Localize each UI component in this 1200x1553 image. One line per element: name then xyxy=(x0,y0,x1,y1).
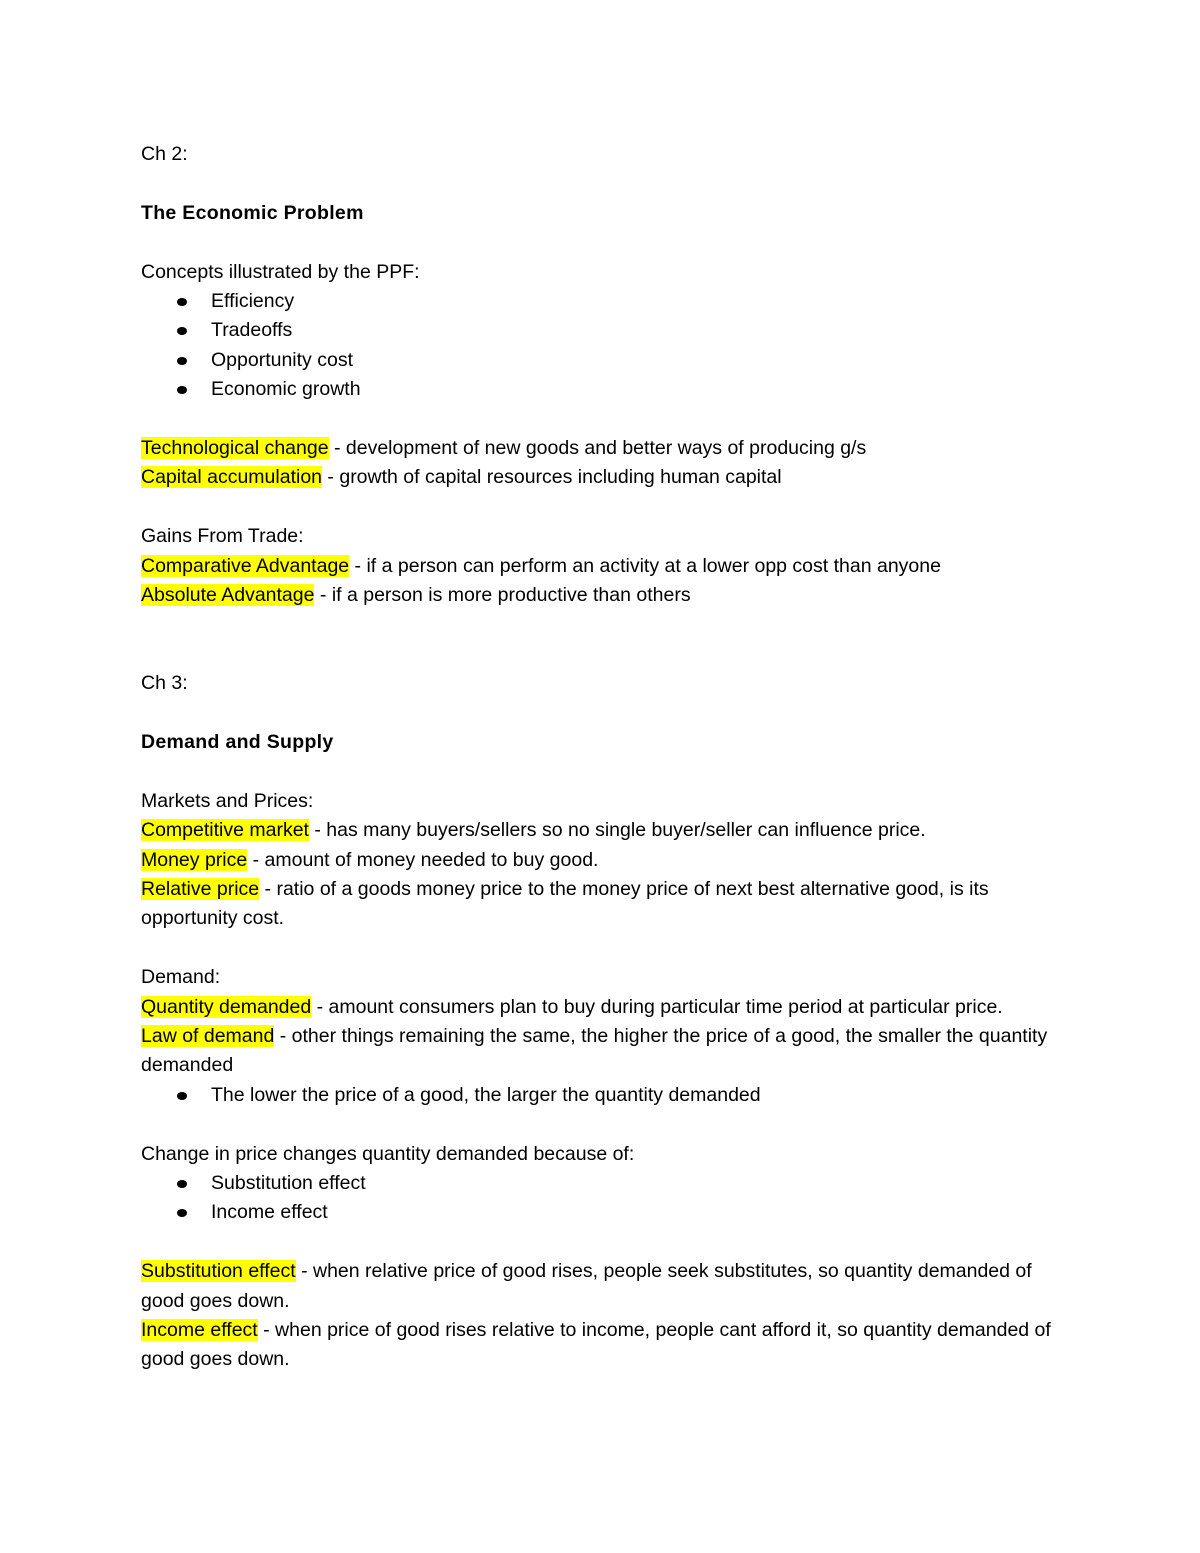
list-item: Opportunity cost xyxy=(141,346,1061,375)
highlighted-term: Technological change xyxy=(141,437,329,460)
chapter-label-ch3: Ch 3: xyxy=(141,672,188,695)
spacer xyxy=(141,699,1061,728)
spacer xyxy=(141,1228,1061,1257)
definition-text: - amount of money needed to buy good. xyxy=(247,848,599,871)
definition-absolute-advantage xyxy=(141,581,1061,610)
highlighted-term: Income effect xyxy=(141,1319,258,1342)
highlighted-term: Law of demand xyxy=(141,1025,275,1048)
definition-competitive-market xyxy=(141,816,1061,845)
highlighted-term: Money price xyxy=(141,848,248,871)
highlighted-term: Substitution effect xyxy=(141,1260,296,1283)
bullet-icon xyxy=(177,1092,187,1100)
definition-text: - when relative price of good rises, people seek substitutes, so quantity demanded of good goes down. xyxy=(141,1260,1032,1312)
demand-list xyxy=(141,1081,1061,1110)
definition-quantity-demanded xyxy=(141,993,1061,1022)
definition-text: - amount consumers plan to buy during particular time period at particular price. xyxy=(311,995,1003,1018)
change-list xyxy=(141,1169,1061,1228)
definition-text: - other things remaining the same, the higher the price of a good, the smaller the quantity demanded xyxy=(141,1025,1048,1077)
definition-income-effect xyxy=(141,1316,1061,1375)
change-heading: Change in price changes quantity demanded because of: xyxy=(141,1142,635,1165)
bullet-icon xyxy=(177,327,187,335)
definition-text: - has many buyers/sellers so no single buyer/seller can influence price. xyxy=(308,819,926,842)
chapter-label-ch2: Ch 2: xyxy=(141,143,188,165)
definition-text: - if a person is more productive than others xyxy=(314,584,691,607)
bullet-icon xyxy=(177,357,187,365)
list-item: Substitution effect xyxy=(141,1169,1061,1198)
list-item: Income effect xyxy=(141,1198,1061,1227)
definition-relative-price xyxy=(141,875,1061,934)
trade-heading: Gains From Trade: xyxy=(141,525,304,548)
document-page xyxy=(141,140,1061,1375)
spacer xyxy=(141,228,1061,257)
list-item: Tradeoffs xyxy=(141,316,1061,345)
section-title-economic-problem: The Economic Problem xyxy=(141,201,364,224)
spacer xyxy=(141,640,1061,669)
list-item: The lower the price of a good, the larger the quantity demanded xyxy=(141,1081,1061,1110)
ppf-list xyxy=(141,287,1061,405)
highlighted-term: Absolute Advantage xyxy=(141,584,315,607)
list-item: Economic growth xyxy=(141,375,1061,404)
spacer xyxy=(141,405,1061,434)
highlighted-term: Relative price xyxy=(141,878,260,901)
definition-text: - growth of capital resources including human capital xyxy=(322,466,782,489)
definition-text: - ratio of a goods money price to the money price of next best alternative good, is its opportunity cost. xyxy=(141,878,989,930)
spacer xyxy=(141,1110,1061,1139)
highlighted-term: Capital accumulation xyxy=(141,466,323,489)
definition-law-of-demand xyxy=(141,1022,1061,1081)
spacer xyxy=(141,493,1061,522)
bullet-icon xyxy=(177,1209,187,1217)
bullet-icon xyxy=(177,386,187,394)
definition-comparative-advantage xyxy=(141,552,1061,581)
bullet-icon xyxy=(177,298,187,306)
section-title-demand-supply: Demand and Supply xyxy=(141,731,334,754)
list-item: Efficiency xyxy=(141,287,1061,316)
definition-money-price xyxy=(141,846,1061,875)
highlighted-term: Comparative Advantage xyxy=(141,554,350,577)
definition-substitution-effect xyxy=(141,1257,1061,1316)
spacer xyxy=(141,757,1061,786)
bullet-icon xyxy=(177,1180,187,1188)
spacer xyxy=(141,169,1061,198)
definition-text: - when price of good rises relative to income, people cant afford it, so quantity demanded of good goes down. xyxy=(141,1319,1051,1371)
spacer xyxy=(141,934,1061,963)
highlighted-term: Quantity demanded xyxy=(141,995,312,1018)
spacer xyxy=(141,610,1061,639)
definition-text: - development of new goods and better ways of producing g/s xyxy=(328,437,867,460)
demand-heading: Demand: xyxy=(141,966,221,989)
highlighted-term: Competitive market xyxy=(141,819,309,842)
definition-capital-accumulation xyxy=(141,463,1061,492)
definition-text: - if a person can perform an activity at a lower opp cost than anyone xyxy=(349,554,941,577)
markets-heading: Markets and Prices: xyxy=(141,789,314,812)
ppf-heading: Concepts illustrated by the PPF: xyxy=(141,260,420,283)
definition-technological-change xyxy=(141,434,1061,463)
